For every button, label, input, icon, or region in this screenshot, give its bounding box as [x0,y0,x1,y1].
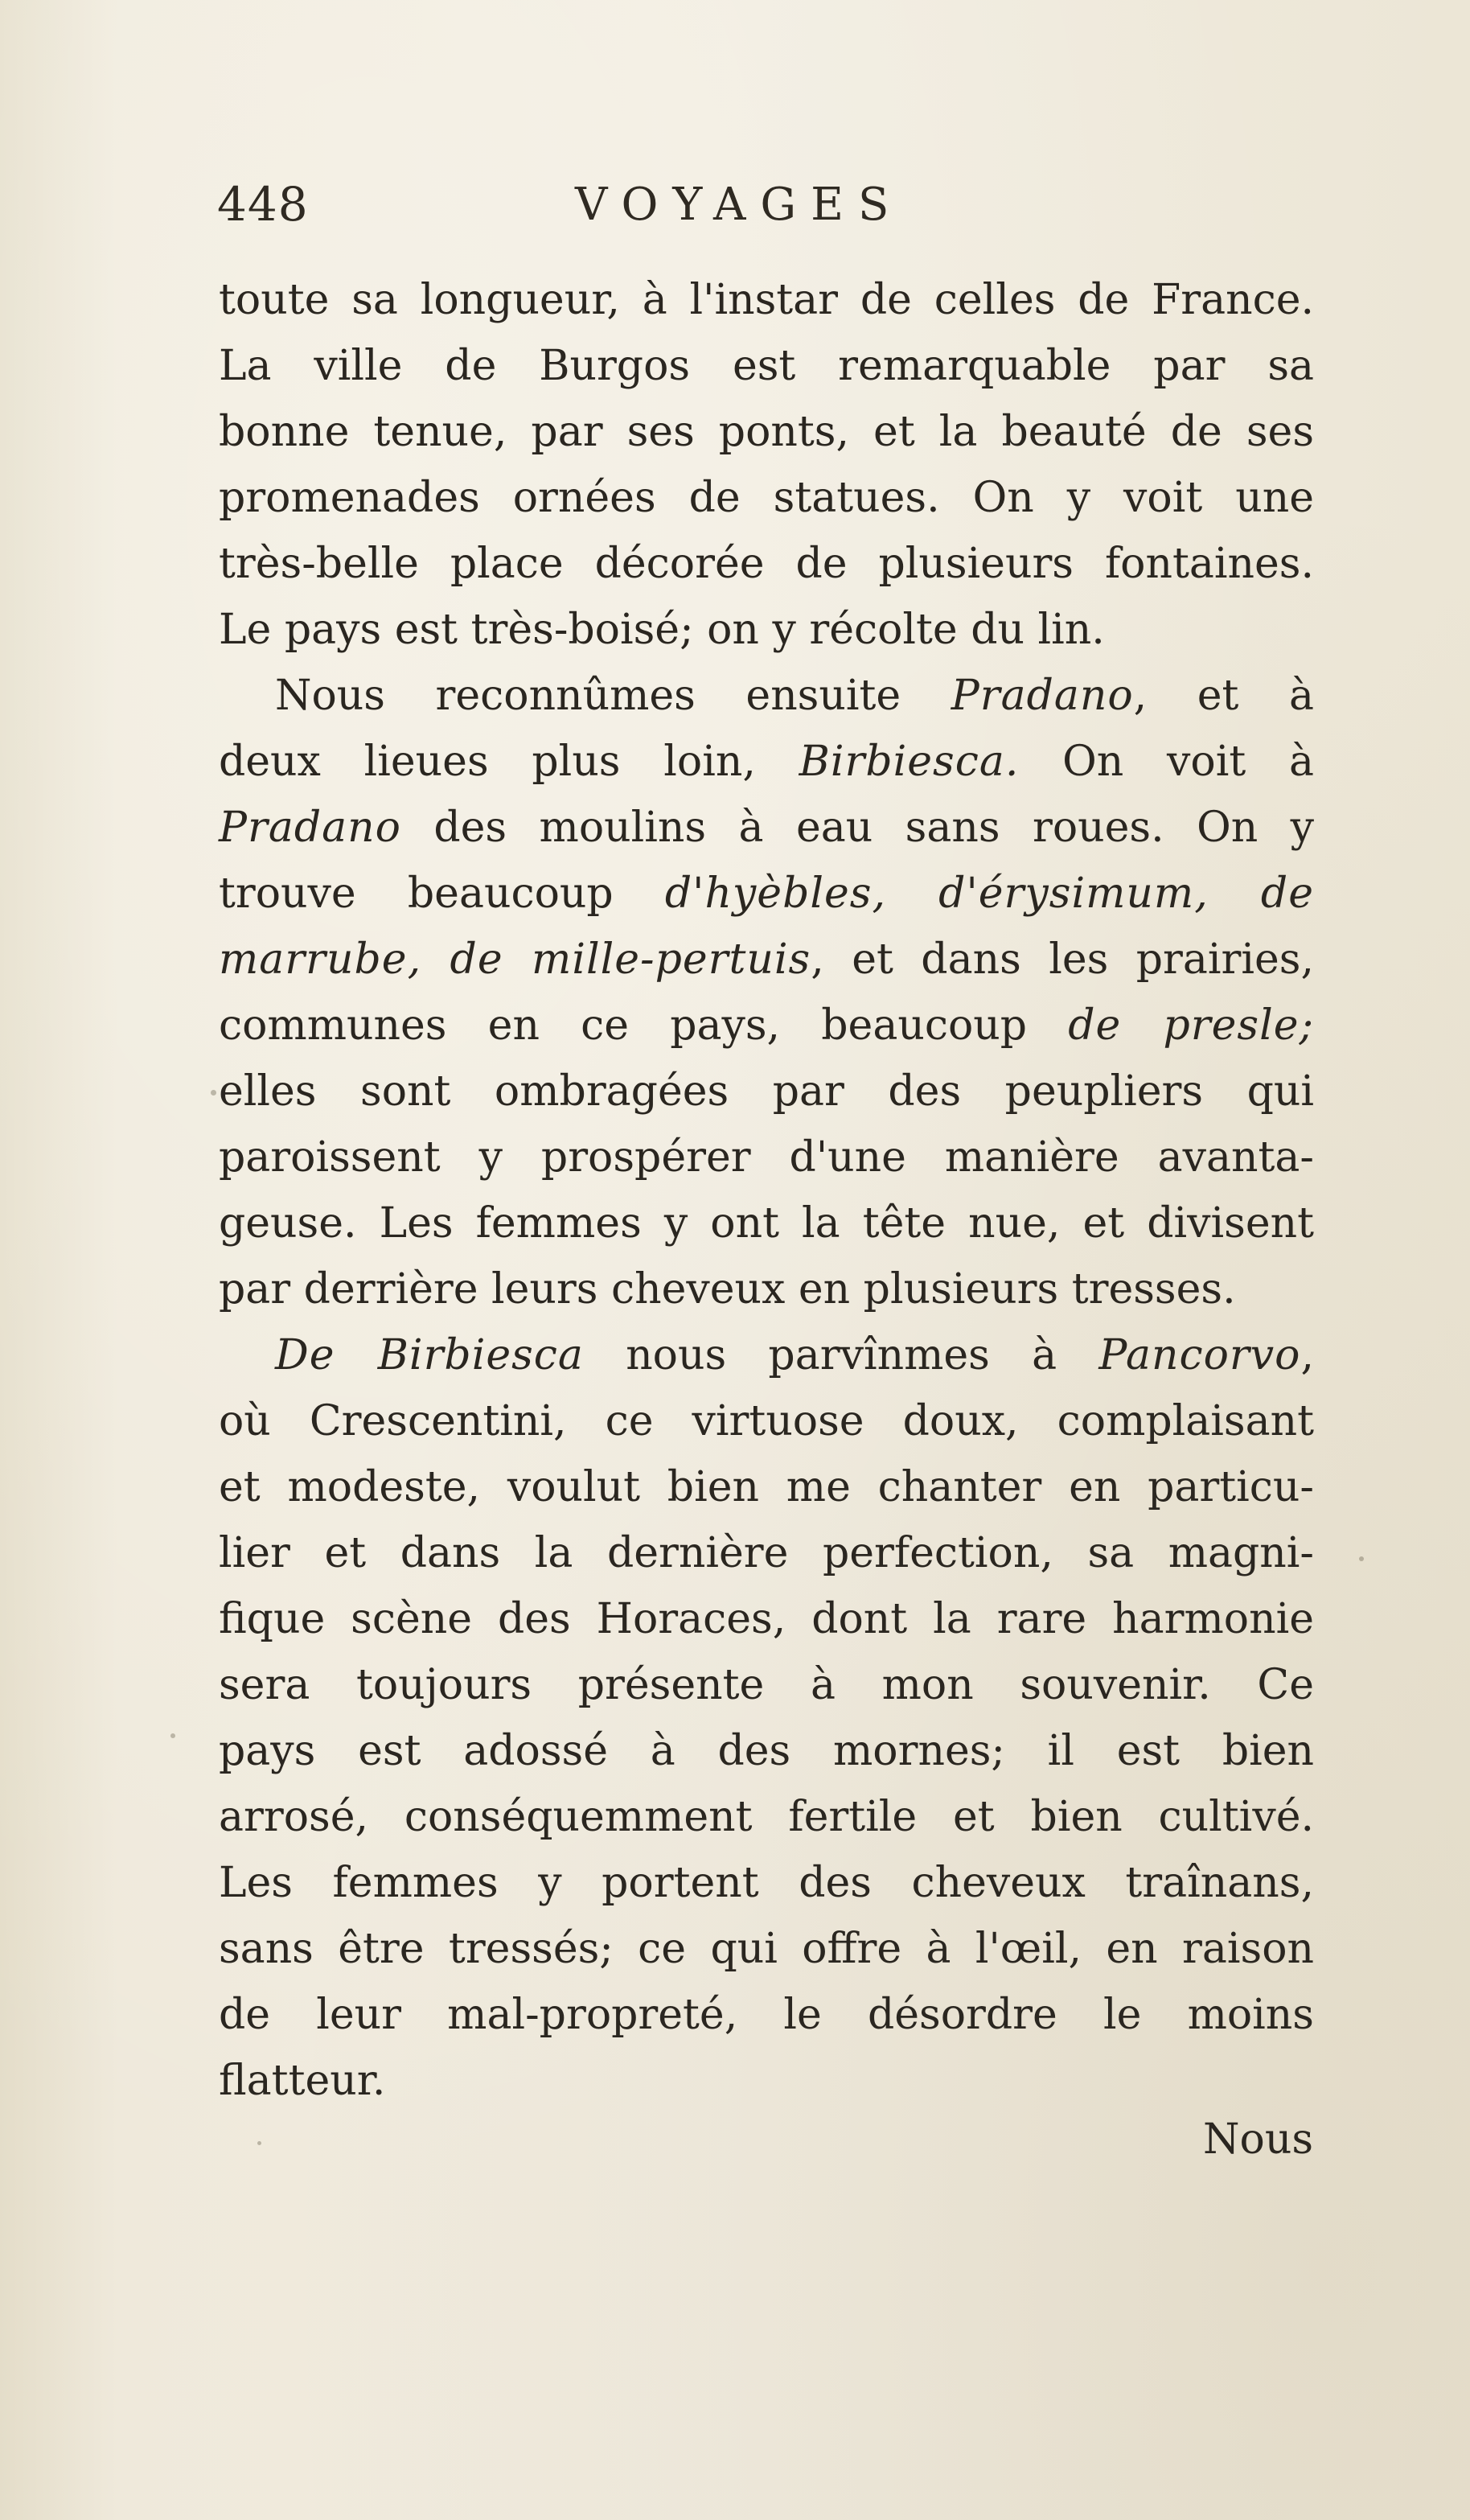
text-segment: communes en ce pays, beaucoup [219,1001,1069,1050]
text-segment: pays est adossé à des mornes; il est bien [219,1727,1314,1775]
italic-text: De Birbiesca [275,1331,584,1379]
paper-speck [1359,1556,1364,1561]
italic-text: Birbiesca. [799,738,1020,786]
text-segment: lier et dans la dernière perfection, sa magni- [219,1529,1314,1577]
text-line [219,1059,1314,1124]
text-line [219,465,1314,531]
paper-speck [257,2141,261,2145]
text-line [219,927,1314,993]
text-segment: bonne tenue, par ses ponts, et la beauté de ses [219,408,1314,456]
italic-text: Pradano [219,804,401,852]
italic-text: d'hyèbles, d'érysimum, de [664,869,1314,918]
text-segment: flatteur. [219,2057,386,2105]
text-line [219,861,1314,927]
text-segment: On voit à [1019,738,1314,786]
text-segment: par derrière leurs cheveux en plusieurs tresses. [219,1265,1236,1313]
text-segment: sera toujours présente à mon souvenir. Ce [219,1661,1314,1709]
text-line [219,1718,1314,1784]
running-title: VOYAGES [575,179,904,231]
text-line [219,993,1314,1059]
text-segment: très-belle place décorée de plusieurs fontaines. [219,540,1314,588]
text-segment: , et dans les prairies, [811,935,1314,984]
text-line [219,1784,1314,1850]
text-segment: elles sont ombragées par des peupliers qui [219,1067,1314,1116]
text-line [219,1124,1314,1190]
italic-text: de presle; [1068,1001,1314,1050]
italic-text: Pradano [951,672,1134,720]
text-segment: nous parvînmes à [583,1331,1099,1379]
text-line [219,267,1314,333]
text-segment: promenades ornées de statues. On y voit une [219,474,1314,522]
text-segment: toute sa longueur, à l'instar de celles de France. [219,276,1314,324]
text-segment: , et à [1133,672,1315,720]
text-line [219,663,1314,729]
text-line [219,795,1314,861]
text-segment: , [1300,1331,1314,1379]
text-line [219,1190,1314,1256]
text-line [219,729,1314,795]
body-text [219,267,1314,2114]
text-line [219,1982,1314,2048]
text-line [219,1256,1314,1322]
text-line [219,1520,1314,1586]
text-segment: Nous reconnûmes ensuite [275,672,951,720]
text-segment: et modeste, voulut bien me chanter en particu- [219,1463,1314,1511]
text-segment: de leur mal-propreté, le désordre le moins [219,1991,1314,2039]
page-header [217,177,1319,249]
text-segment: arrosé, conséquemment fertile et bien cultivé. [219,1793,1314,1841]
text-line [219,333,1314,399]
text-segment: geuse. Les femmes y ont la tête nue, et divisent [219,1199,1314,1248]
text-line [219,1850,1314,1916]
text-line [219,1388,1314,1454]
text-line [219,531,1314,597]
text-segment: sans être tressés; ce qui offre à l'œil, en raison [219,1925,1314,1973]
paper-speck [170,1733,175,1738]
text-segment: La ville de Burgos est remarquable par sa [219,342,1314,390]
text-segment: fique scène des Horaces, dont la rare harmonie [219,1595,1314,1643]
text-segment: Le pays est très-boisé; on y récolte du lin. [219,606,1105,654]
text-line [219,1454,1314,1520]
text-line [219,2048,1314,2114]
text-line [219,1322,1314,1388]
italic-text: marrube, de mille-pertuis [219,935,811,984]
italic-text: Pancorvo [1098,1331,1301,1379]
text-segment: paroissent y prospérer d'une manière avanta- [219,1133,1314,1182]
text-segment: Les femmes y portent des cheveux traînans, [219,1859,1314,1907]
text-segment: trouve beaucoup [219,869,665,918]
text-segment: deux lieues plus loin, [219,738,799,786]
catchword: Nous [1203,2115,1313,2164]
text-line [219,1916,1314,1982]
text-line [219,1586,1314,1652]
text-line [219,597,1314,663]
page-number: 448 [217,177,309,232]
paper-speck [211,1090,216,1096]
text-line [219,1652,1314,1718]
text-segment: où Crescentini, ce virtuose doux, complaisant [219,1397,1314,1445]
text-line [219,399,1314,465]
text-segment: des moulins à eau sans roues. On y [400,804,1314,852]
